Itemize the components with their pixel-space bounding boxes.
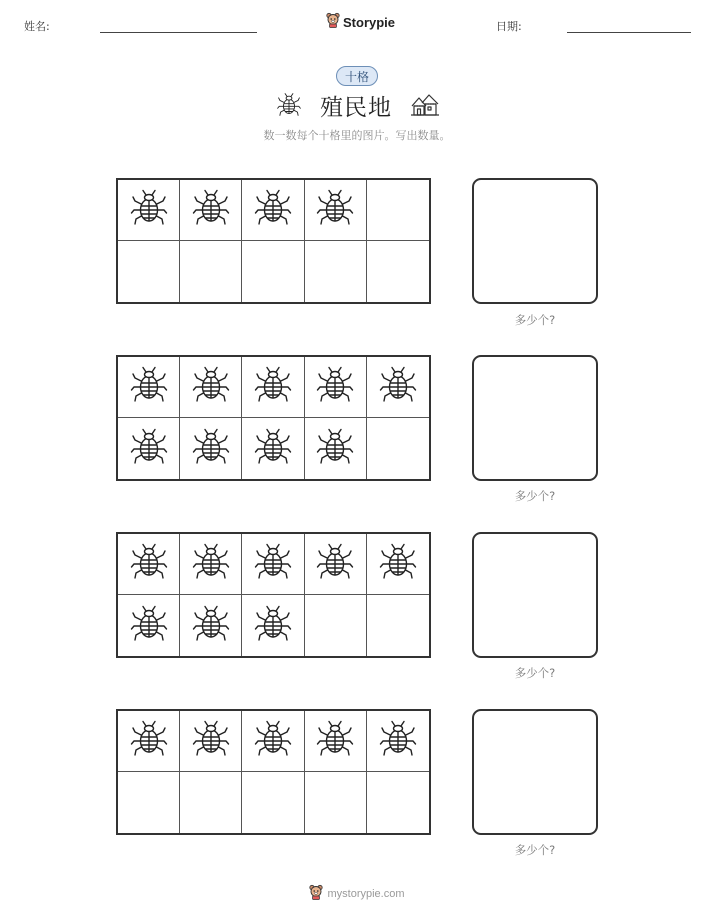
date-label: 日期: bbox=[496, 20, 522, 33]
ten-frame-cell bbox=[180, 772, 242, 833]
bug-icon bbox=[129, 188, 169, 232]
brand-name: Storypie bbox=[343, 14, 396, 30]
bug-icon bbox=[191, 365, 231, 409]
footer bbox=[0, 884, 714, 904]
ten-frame-cell bbox=[242, 595, 304, 656]
bug-icon bbox=[378, 719, 418, 763]
bug-icon bbox=[129, 365, 169, 409]
bug-icon bbox=[129, 719, 169, 763]
bug-icon bbox=[191, 719, 231, 763]
ten-frame-cell bbox=[305, 711, 367, 772]
ten-frame-cell bbox=[118, 772, 180, 833]
ten-frame-cell bbox=[242, 534, 304, 595]
ten-frame-cell bbox=[118, 241, 180, 302]
ten-frame-cell bbox=[180, 595, 242, 656]
ten-frame-cell bbox=[242, 180, 304, 241]
ten-frame-cell bbox=[118, 357, 180, 418]
ten-frame-cell bbox=[180, 357, 242, 418]
bug-icon bbox=[253, 719, 293, 763]
ten-frame-cell bbox=[367, 241, 429, 302]
ten-frame-cell bbox=[180, 180, 242, 241]
instructions: 数一数每个十格里的图片。写出数量。 bbox=[263, 129, 451, 142]
ten-frame-cell bbox=[180, 711, 242, 772]
answer-box[interactable] bbox=[472, 709, 598, 835]
ten-frame bbox=[116, 355, 431, 481]
ten-frame-cell bbox=[180, 418, 242, 479]
bug-icon bbox=[191, 427, 231, 471]
topic-tag: 十格 bbox=[336, 66, 378, 86]
ten-frame-cell bbox=[305, 534, 367, 595]
bug-icon bbox=[378, 542, 418, 586]
bear-mascot-icon bbox=[309, 884, 323, 904]
ten-frame-cell bbox=[180, 534, 242, 595]
bug-icon bbox=[129, 542, 169, 586]
ten-frame bbox=[116, 178, 431, 304]
ten-frame-cell bbox=[367, 418, 429, 479]
bug-icon bbox=[378, 365, 418, 409]
ten-frame-cell bbox=[242, 241, 304, 302]
ten-frame-cell bbox=[367, 772, 429, 833]
bug-icon bbox=[315, 719, 355, 763]
ten-frame-cell bbox=[242, 772, 304, 833]
ten-frame-cell bbox=[118, 595, 180, 656]
ten-frame-cell bbox=[367, 180, 429, 241]
ten-frame-cell bbox=[305, 595, 367, 656]
ten-frame-cell bbox=[367, 595, 429, 656]
bug-icon bbox=[253, 427, 293, 471]
bug-icon bbox=[315, 542, 355, 586]
ten-frame-cell bbox=[305, 357, 367, 418]
bug-icon bbox=[315, 427, 355, 471]
ten-frame-cell bbox=[118, 711, 180, 772]
ten-frame-cell bbox=[305, 772, 367, 833]
bug-icon bbox=[191, 188, 231, 232]
ten-frame bbox=[116, 709, 431, 835]
date-line[interactable] bbox=[567, 32, 691, 33]
bear-mascot-icon bbox=[326, 12, 340, 32]
ten-frame-cell bbox=[305, 418, 367, 479]
answer-box[interactable] bbox=[472, 355, 598, 481]
ten-frame bbox=[116, 532, 431, 658]
question-label: 多少个? bbox=[514, 489, 556, 503]
question-label: 多少个? bbox=[514, 666, 556, 680]
bug-icon bbox=[191, 604, 231, 648]
ten-frame-cell bbox=[118, 180, 180, 241]
question-label: 多少个? bbox=[514, 843, 556, 857]
bug-icon bbox=[253, 604, 293, 648]
answer-box[interactable] bbox=[472, 178, 598, 304]
ten-frame-cell bbox=[118, 418, 180, 479]
footer-site: mystorypie.com bbox=[327, 888, 405, 900]
ten-frame-cell bbox=[367, 357, 429, 418]
ten-frame-cell bbox=[242, 711, 304, 772]
ten-frame-cell bbox=[180, 241, 242, 302]
bug-icon bbox=[315, 365, 355, 409]
ten-frame-cell bbox=[367, 711, 429, 772]
question-label: 多少个? bbox=[514, 313, 556, 327]
bug-icon bbox=[253, 188, 293, 232]
bug-icon bbox=[191, 542, 231, 586]
page-title: 殖民地 bbox=[320, 95, 392, 121]
bug-icon bbox=[253, 542, 293, 586]
ten-frame-cell bbox=[367, 534, 429, 595]
ten-frame-cell bbox=[118, 534, 180, 595]
bug-icon bbox=[253, 365, 293, 409]
ten-frame-cell bbox=[305, 180, 367, 241]
brand-logo bbox=[326, 12, 395, 32]
bug-icon bbox=[129, 427, 169, 471]
ten-frame-cell bbox=[242, 357, 304, 418]
name-line[interactable] bbox=[100, 32, 257, 33]
name-label: 姓名: bbox=[24, 20, 50, 33]
bug-icon bbox=[315, 188, 355, 232]
ten-frame-cell bbox=[242, 418, 304, 479]
ten-frame-cell bbox=[305, 241, 367, 302]
bug-icon bbox=[276, 92, 302, 122]
hut-icon bbox=[410, 92, 440, 122]
bug-icon bbox=[129, 604, 169, 648]
answer-box[interactable] bbox=[472, 532, 598, 658]
